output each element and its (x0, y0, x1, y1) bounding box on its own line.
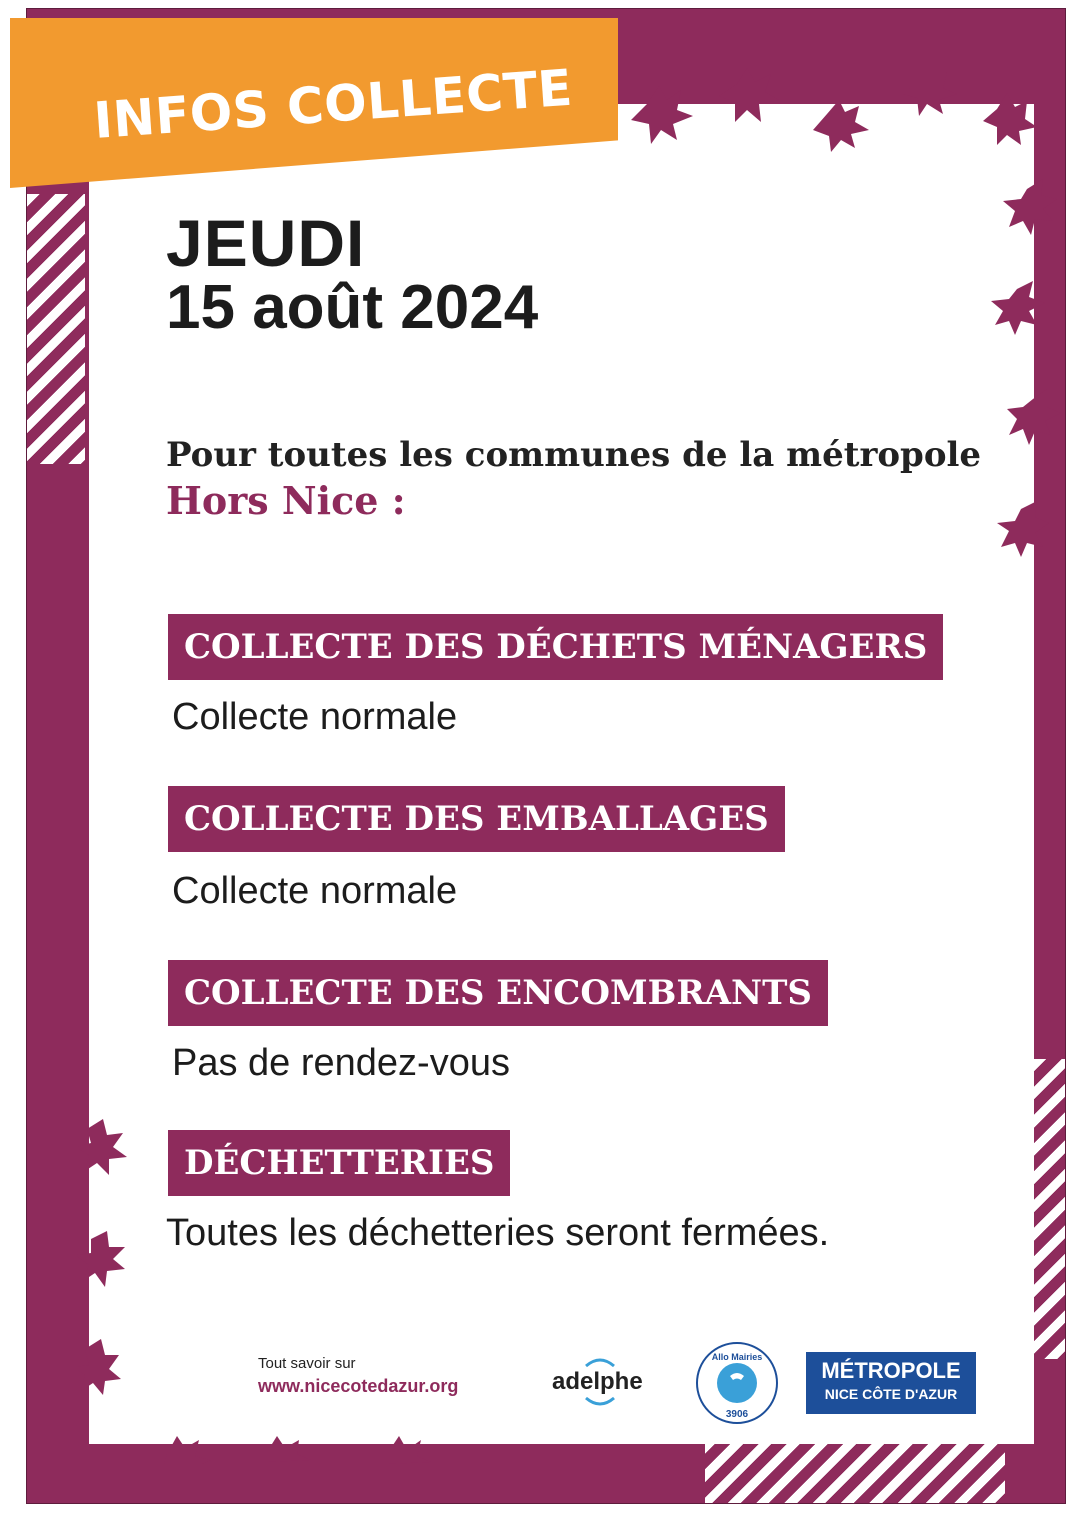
metropole-logo (806, 1352, 976, 1414)
allo-mairies-logo (694, 1340, 780, 1426)
section-label-dechetteries: DÉCHETTERIES (168, 1130, 510, 1196)
leaves-top-icon (627, 64, 1047, 154)
section-label-dechets-menagers: COLLECTE DES DÉCHETS MÉNAGERS (168, 614, 943, 680)
footer-website-link[interactable]: www.nicecotedazur.org (258, 1376, 459, 1396)
bottom-stripes-decoration (705, 1441, 1005, 1503)
adelphe-arrows-icon (580, 1354, 620, 1410)
metropole-logo-line2: NICE CÔTE D'AZUR (824, 1386, 958, 1402)
footer-info-label: Tout savoir sur (258, 1355, 356, 1372)
date-full: 15 août 2024 (166, 273, 539, 342)
left-stripes-decoration (27, 194, 85, 464)
intro-highlight: Hors Nice : (166, 478, 406, 523)
intro-text: Pour toutes les communes de la métropole (166, 435, 982, 475)
section-label-encombrants: COLLECTE DES ENCOMBRANTS (168, 960, 828, 1026)
section-text-dechetteries: Toutes les déchetteries seront fermées. (166, 1212, 830, 1254)
section-text-dechets-menagers: Collecte normale (172, 696, 458, 738)
date-day: JEUDI (166, 206, 366, 280)
section-label-emballages: COLLECTE DES EMBALLAGES (168, 786, 785, 852)
header-title: INFOS COLLECTE (91, 58, 575, 150)
svg-text:3906: 3906 (725, 1409, 749, 1420)
leaves-right-icon (977, 169, 1066, 589)
leaves-bottom-icon (157, 1404, 517, 1464)
adelphe-logo-text: adelphe (552, 1368, 643, 1395)
metropole-logo-line1: MÉTROPOLE (821, 1358, 961, 1383)
leaves-left-icon (77, 1089, 157, 1469)
section-text-encombrants: Pas de rendez-vous (172, 1042, 510, 1084)
section-text-emballages: Collecte normale (172, 870, 458, 912)
svg-text:Allo Mairies: Allo Mairies (711, 1352, 763, 1362)
